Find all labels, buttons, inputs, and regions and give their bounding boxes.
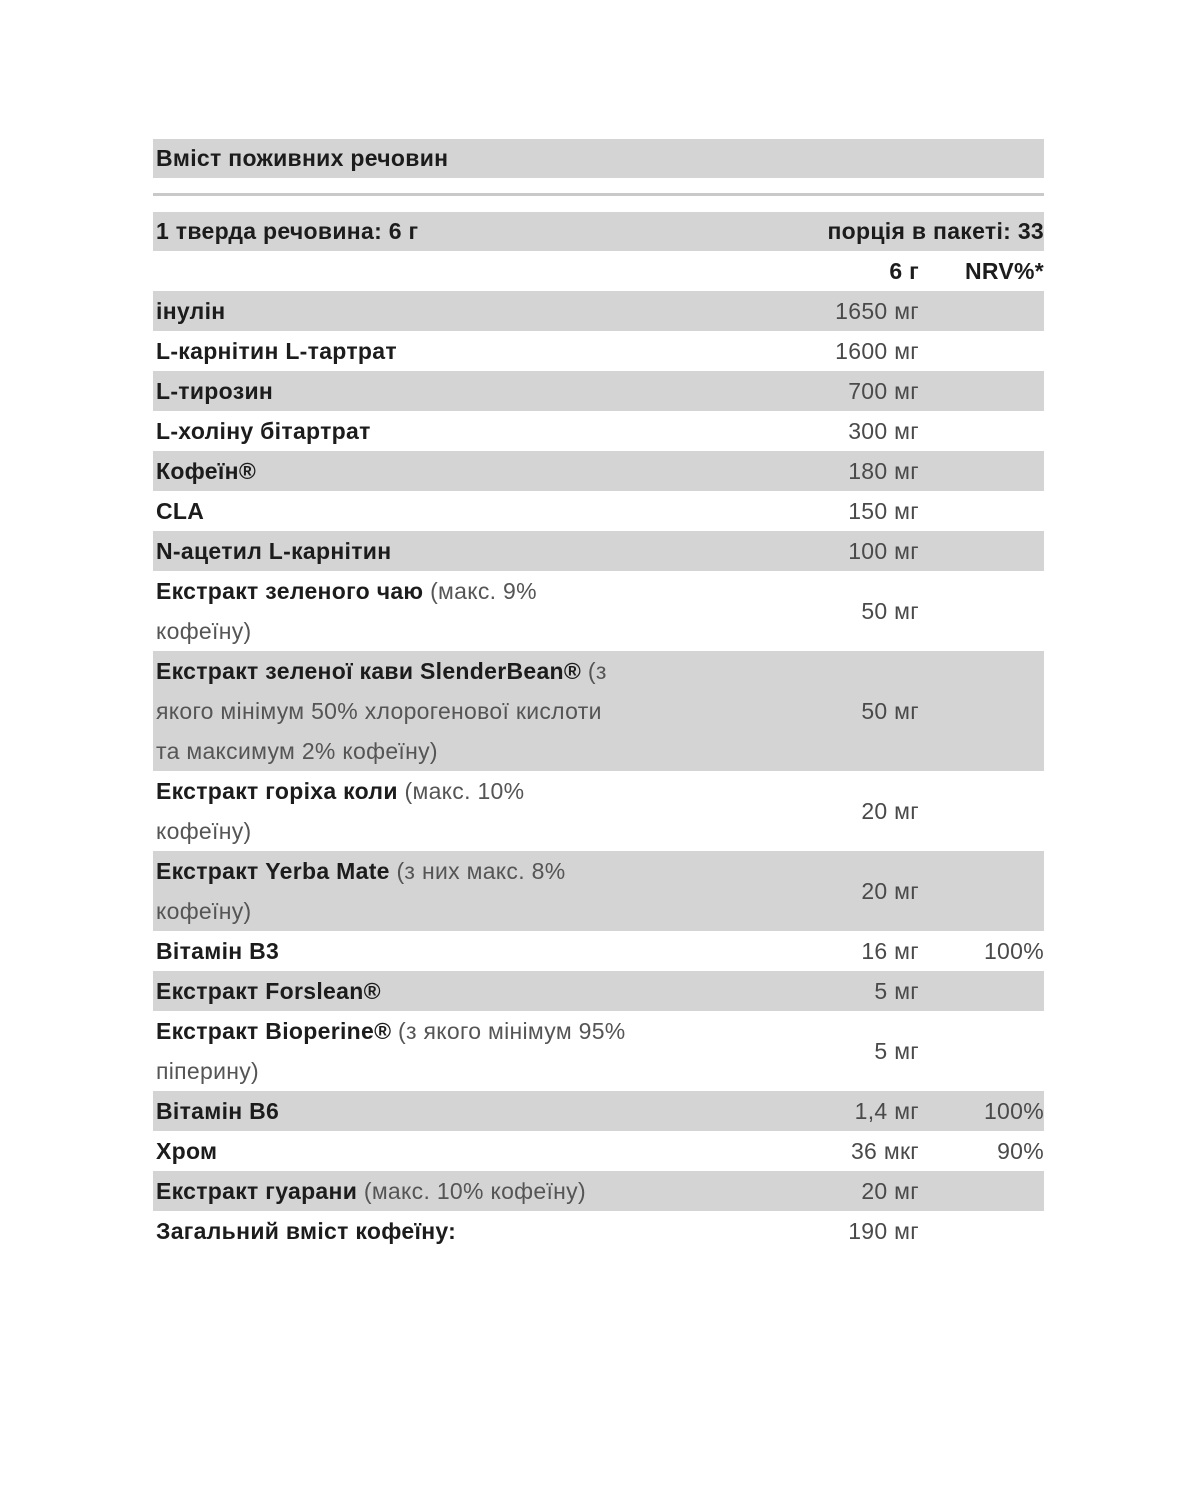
nutrient-name (153, 571, 626, 651)
nutrient-name (153, 371, 626, 411)
column-header-amount: 6 г (889, 257, 919, 284)
nutrient-label: Вітамін B6 (156, 1098, 280, 1124)
table-row (153, 971, 1044, 1011)
table-row (153, 531, 1044, 571)
table-row (153, 1011, 1044, 1091)
table-row (153, 451, 1044, 491)
table-row (153, 571, 1044, 651)
nutrient-amount: 700 мг (848, 377, 919, 404)
nutrient-label: L-тирозин (156, 378, 274, 404)
nutrient-amount: 300 мг (848, 417, 919, 444)
table-row (153, 291, 1044, 331)
nutrient-name (153, 1171, 626, 1211)
nutrient-nrv: 100% (983, 937, 1044, 964)
serving-size: 1 тверда речовина: 6 г (156, 218, 419, 244)
nutrient-label: Екстракт Bioperine® (156, 1018, 392, 1044)
nutrient-name (153, 291, 626, 331)
nutrient-amount: 1650 мг (835, 297, 919, 324)
nutrient-nrv: 100% (983, 1097, 1044, 1124)
nutrient-name (153, 1011, 626, 1091)
nutrient-amount: 20 мг (861, 1177, 919, 1204)
nutrient-note: (з якого мінімум 50% хлорогенової кислоти та максимум 2% кофеїну) (156, 658, 607, 764)
divider (153, 193, 1044, 196)
nutrient-amount: 5 мг (874, 1037, 919, 1064)
nutrient-note: (макс. 10% кофеїну) (156, 778, 525, 844)
nutrient-label: CLA (156, 498, 205, 524)
table-row (153, 1131, 1044, 1171)
nutrient-label: Екстракт зеленого чаю (156, 578, 424, 604)
nutrient-note: (з якого мінімум 95% піперину) (156, 1018, 626, 1084)
nutrient-name (153, 651, 626, 771)
nutrient-amount: 180 мг (848, 457, 919, 484)
nutrient-note: (з них макс. 8% кофеїну) (156, 858, 566, 924)
table-row (153, 491, 1044, 531)
table-row (153, 1091, 1044, 1131)
table-row (153, 931, 1044, 971)
nutrient-label: Екстракт Yerba Mate (156, 858, 390, 884)
nutrient-name (153, 451, 626, 491)
nutrient-amount: 150 мг (848, 497, 919, 524)
table-row (153, 411, 1044, 451)
nutrient-label: Екстракт горіха коли (156, 778, 398, 804)
nutrient-label: Кофеїн® (156, 458, 257, 484)
table-row (153, 331, 1044, 371)
nutrient-name (153, 931, 626, 971)
column-header-nrv: NRV%* (964, 257, 1044, 284)
nutrient-amount: 1600 мг (835, 337, 919, 364)
nutrient-label: Хром (156, 1138, 218, 1164)
nutrient-name (153, 971, 626, 1011)
table-row (153, 771, 1044, 851)
nutrient-label: Екстракт Forslean® (156, 978, 381, 1004)
nutrient-amount: 1,4 мг (854, 1097, 919, 1124)
table-row (153, 651, 1044, 771)
nutrient-label: L-карнітин L-тартрат (156, 338, 397, 364)
nutrient-nrv: 90% (997, 1137, 1044, 1164)
nutrient-amount: 20 мг (861, 877, 919, 904)
servings-per-pack: порція в пакеті: 33 (827, 218, 1044, 244)
serving-header (153, 212, 1044, 251)
nutrient-label: L-холіну бітартрат (156, 418, 371, 444)
nutrient-label: Екстракт гуарани (156, 1178, 358, 1204)
total-label: Загальний вміст кофеїну: (156, 1218, 457, 1244)
table-row (153, 1171, 1044, 1211)
nutrient-name (153, 491, 626, 531)
nutrient-label: інулін (156, 298, 226, 324)
total-caffeine-row (153, 1211, 1044, 1251)
nutrient-amount: 5 мг (874, 977, 919, 1004)
table-title: Вміст поживних речовин (153, 139, 1044, 178)
nutrient-name (153, 1131, 626, 1171)
nutrient-name (153, 531, 626, 571)
nutrient-note: (макс. 9% кофеїну) (156, 578, 537, 644)
nutrient-label: Екстракт зеленої кави SlenderBean® (156, 658, 582, 684)
nutrient-label: Вітамін B3 (156, 938, 280, 964)
nutrient-amount: 50 мг (861, 697, 919, 724)
nutrient-rows (153, 291, 1044, 1211)
nutrient-label: N-ацетил L-карнітин (156, 538, 392, 564)
nutrient-amount: 16 мг (861, 937, 919, 964)
nutrient-amount: 50 мг (861, 597, 919, 624)
nutrient-note: (макс. 10% кофеїну) (363, 1178, 586, 1204)
nutrient-amount: 36 мкг (850, 1137, 919, 1164)
column-header-row (153, 251, 1044, 291)
nutrient-name (153, 331, 626, 371)
nutrient-amount: 20 мг (861, 797, 919, 824)
table-row (153, 851, 1044, 931)
table-row (153, 371, 1044, 411)
nutrient-name (153, 1091, 626, 1131)
total-amount: 190 мг (848, 1217, 919, 1244)
nutrient-name (153, 411, 626, 451)
nutrient-amount: 100 мг (848, 537, 919, 564)
nutrient-name (153, 851, 626, 931)
nutrition-table (153, 139, 1044, 1251)
nutrient-name (153, 771, 626, 851)
